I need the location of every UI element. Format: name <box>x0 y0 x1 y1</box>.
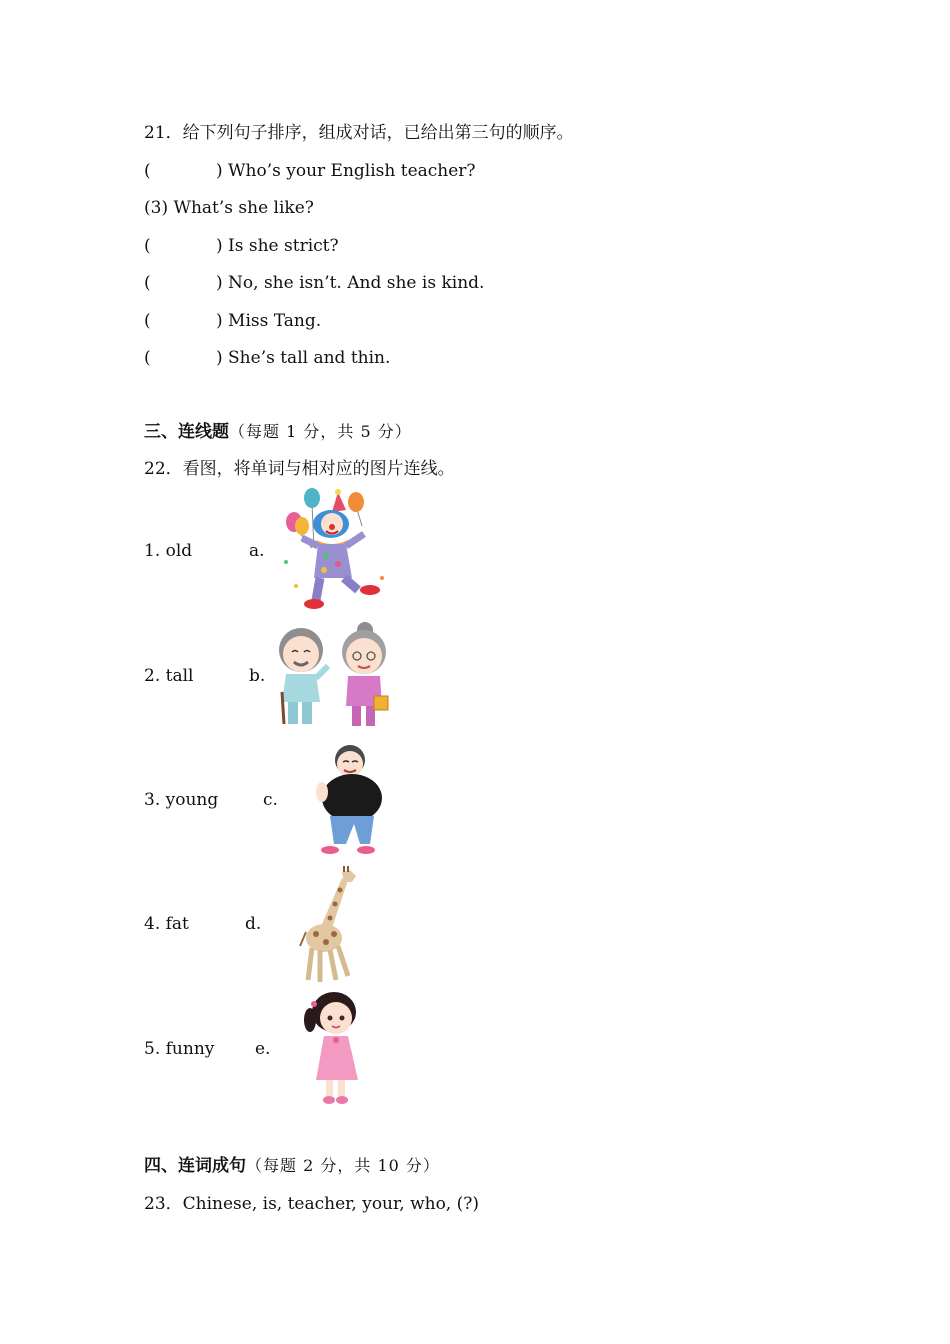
q21-row-4[interactable] <box>144 272 484 294</box>
q23-prompt: 23．Chinese, is, teacher, your, who, (?) <box>144 1194 479 1214</box>
answer-blank[interactable]: ( <box>144 348 151 368</box>
q21-prompt: 21．给下列句子排序，组成对话，已给出第三句的顺序。 <box>144 123 574 143</box>
section-4-heading <box>144 1155 440 1177</box>
match-word-tall[interactable]: 2. tall <box>144 666 194 686</box>
answer-blank[interactable]: ( <box>144 236 151 256</box>
section-score-note: （每题 1 分，共 5 分） <box>229 422 412 441</box>
q21-row-6[interactable] <box>144 347 390 369</box>
q21-row-text: ) Who’s your English teacher? <box>216 161 476 181</box>
match-letter-d: d. <box>245 914 262 934</box>
match-word-funny[interactable]: 5. funny <box>144 1039 215 1059</box>
q21-row-text: ) Is she strict? <box>216 236 339 256</box>
q21-row-text: ) She’s tall and thin. <box>216 348 391 368</box>
fat-man-icon[interactable] <box>316 742 388 858</box>
section-score-note: （每题 2 分，共 10 分） <box>246 1156 440 1175</box>
q21-row-text: ) No, she isn’t. And she is kind. <box>216 273 485 293</box>
section-title: 三、连线题 <box>144 422 229 442</box>
q21-row-text: (3) What’s she like? <box>144 198 314 218</box>
match-letter-a: a. <box>249 541 265 561</box>
section-3-heading <box>144 421 412 443</box>
match-letter-e: e. <box>255 1039 271 1059</box>
match-word-young[interactable]: 3. young <box>144 790 219 810</box>
q21-row-1[interactable] <box>144 160 476 182</box>
answer-blank[interactable]: ( <box>144 161 151 181</box>
q21-row-text: ) Miss Tang. <box>216 311 322 331</box>
giraffe-icon[interactable] <box>298 862 362 986</box>
answer-blank[interactable]: ( <box>144 311 151 331</box>
q21-row-3[interactable] <box>144 235 339 257</box>
match-letter-b: b. <box>249 666 266 686</box>
q21-row-5[interactable] <box>144 310 321 332</box>
clown-icon[interactable] <box>276 486 392 614</box>
young-girl-icon[interactable] <box>302 990 368 1106</box>
section-title: 四、连词成句 <box>144 1156 246 1176</box>
q22-prompt: 22．看图，将单词与相对应的图片连线。 <box>144 459 455 479</box>
answer-blank[interactable]: ( <box>144 273 151 293</box>
grandparents-icon[interactable] <box>268 620 392 728</box>
match-letter-c: c. <box>263 790 278 810</box>
match-word-old[interactable]: 1. old <box>144 541 193 561</box>
match-word-fat[interactable]: 4. fat <box>144 914 189 934</box>
q21-row-2 <box>144 197 314 219</box>
